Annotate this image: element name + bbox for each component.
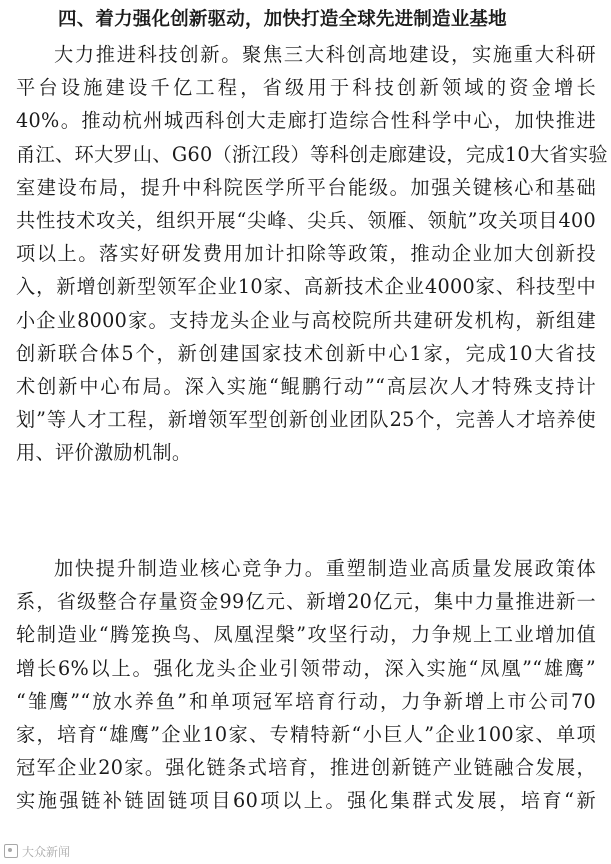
text-line: 增长6%以上。强化龙头企业引领带动，深入实施“凤凰”“雄鹰” bbox=[16, 656, 596, 680]
section-heading: 四、着力强化创新驱动，加快打造全球先进制造业基地 bbox=[58, 9, 507, 30]
text-line: 40%。推动杭州城西科创大走廊打造综合性科学中心，加快推进 bbox=[16, 109, 596, 133]
text-line: 入，新增创新型领军企业10家、高新技术企业4000家、科技型中 bbox=[16, 275, 596, 299]
text-line: 划”等人才工程，新增领军型创新创业团队25个，完善人才培养使 bbox=[16, 408, 596, 432]
text-line: 项以上。落实好研发费用加计扣除等政策，推动企业加大创新投 bbox=[16, 242, 596, 266]
text-line: 小企业8000家。支持龙头企业与高校院所共建研发机构，新组建 bbox=[16, 308, 596, 332]
paragraph-manufacturing bbox=[16, 552, 596, 818]
paragraph-tech-innovation bbox=[16, 38, 608, 469]
text-line: 创新联合体5个，新创建国家技术创新中心1家，完成10大省技 bbox=[16, 341, 596, 365]
text-line: 轮制造业“腾笼换鸟、凤凰涅槃”攻坚行动，力争规上工业增加值 bbox=[16, 623, 596, 647]
text-line: 大力推进科技创新。聚焦三大科创高地建设，实施重大科研 bbox=[54, 43, 596, 66]
watermark-text: 大众新闻 bbox=[22, 845, 71, 859]
text-line: 甬江、环大罗山、G60（浙江段）等科创走廊建设，完成10大省实验 bbox=[16, 142, 608, 166]
text-line: 室建设布局，提升中科院医学所平台能级。加强关键核心和基础 bbox=[16, 175, 596, 199]
text-line: 家，培育“雄鹰”企业10家、专精特新“小巨人”企业100家、单项 bbox=[16, 722, 596, 746]
text-line: 冠军企业20家。强化链条式培育，推进创新链产业链融合发展， bbox=[16, 756, 596, 780]
text-line: 共性技术攻关，组织开展“尖峰、尖兵、领雁、领航”攻关项目400 bbox=[16, 208, 596, 232]
watermark bbox=[4, 843, 70, 860]
text-line: 系，省级整合存量资金99亿元、新增20亿元，集中力量推进新一 bbox=[16, 590, 596, 614]
text-line: 实施强链补链固链项目60项以上。强化集群式发展，培育“新 bbox=[16, 789, 596, 813]
text-line: 用、评价激励机制。 bbox=[16, 441, 192, 465]
text-line: 术创新中心布局。深入实施“鲲鹏行动”“高层次人才特殊支持计 bbox=[16, 374, 596, 398]
text-line: 加快提升制造业核心竞争力。重塑制造业高质量发展政策体 bbox=[54, 557, 596, 580]
text-line: “雏鹰”“放水养鱼”和单项冠军培育行动，力争新增上市公司70 bbox=[16, 689, 596, 713]
camera-icon bbox=[4, 844, 18, 858]
text-line: 平台设施建设千亿工程，省级用于科技创新领域的资金增长 bbox=[16, 76, 596, 100]
